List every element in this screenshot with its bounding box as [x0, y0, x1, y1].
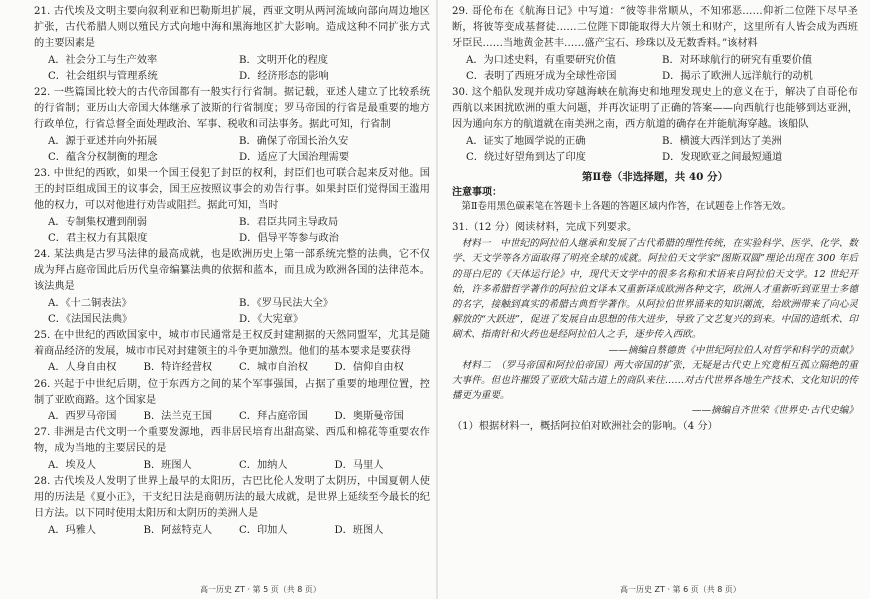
- question-stem: [34, 377, 430, 409]
- question-stem: [34, 4, 430, 53]
- question-stem: [34, 85, 430, 134]
- option-b: B．《罗马民法大全》: [239, 297, 334, 309]
- option-b: B．阿兹特克人: [143, 524, 213, 536]
- q31-header: 31.（12 分）阅读材料，完成下列要求。: [452, 222, 638, 234]
- question-stem: [34, 425, 430, 457]
- right-page: [438, 0, 870, 599]
- option-a: A．为口述史料，有重要研究价值: [466, 54, 616, 66]
- notice-text: 第Ⅱ卷用黑色碳素笔在答题卡上各题的答题区域内作答，在试题卷上作答无效。: [461, 201, 791, 213]
- option-c: C．社会组织与管理系统: [48, 70, 158, 82]
- question-number: 30.: [452, 87, 469, 99]
- option-c: C．绕过好望角到达了印度: [466, 151, 586, 163]
- question-text: 非洲是古代文明一个重要发源地，西非居民培育出甜高粱、西瓜和棉花等重要农作物，成为当地的主要居民的是: [34, 427, 430, 455]
- option-b: B．对环球航行的研究有重要价值: [662, 54, 813, 66]
- question-number: 29.: [452, 6, 469, 17]
- question-text: 哥伦布在《航海日记》中写道：“彼等非常顺从，不知邪恶……仰祈二位陛下尽早圣断，将彼等变成基督徒……二位陛下即能取得大片领土和财产，这里所有人皆会成为西班牙臣民……当地黄金甚丰……盛产宝石、珍珠以及无数香料。”该材料: [452, 6, 858, 50]
- option-d: D．发现欧亚之间最短通道: [662, 151, 783, 163]
- option-d: D．班图人: [334, 524, 384, 536]
- option-c: C．君主权力有其限度: [48, 232, 148, 244]
- option-d: D．《大宪章》: [239, 313, 304, 325]
- left-question-list: [34, 4, 430, 539]
- option-b: B．特许经营权: [143, 362, 213, 374]
- option-list: [34, 458, 430, 474]
- option-c: C．蕴含分权制衡的理念: [48, 151, 158, 163]
- option-list: [34, 523, 430, 539]
- question-text: 古代埃及文明主要向叙利亚和巴勒斯坦扩展，西亚文明从两河流域向部向周边地区扩张，古代希腊人则以殖民方式向地中海和黑海地区扩大影响。造成这种不同扩张方式的主要因素是: [34, 6, 430, 50]
- question-text: 某法典是古罗马法律的最高成就，也是欧洲历史上第一部系统完整的法典，它不仅成为拜占庭帝国此后历代皇帝编纂法典的依据和蓝本，而且成为欧洲各国的法律范本。该法典是: [34, 249, 430, 293]
- section-title: 第Ⅱ卷（非选择题，共 40 分）: [581, 171, 729, 184]
- question-29: [452, 4, 858, 85]
- option-a: A．人身自由权: [48, 362, 117, 374]
- question-28: [34, 474, 430, 539]
- option-c: C．加纳人: [239, 459, 288, 471]
- question-stem: [452, 4, 858, 53]
- question-text: 古代埃及人发明了世界上最早的太阳历，古巴比伦人发明了太阴历，中国夏朝人使用的历法是《夏小正》，干支纪日法是商朝历法的最大成就，是世界上延续至今最长的纪日方法。以下同时使用太阳历和太阴历的美洲人是: [34, 475, 430, 520]
- option-c: C．拜占庭帝国: [239, 411, 308, 423]
- question-number: 21.: [34, 6, 51, 17]
- option-d: D．经济形态的影响: [239, 70, 329, 82]
- question-30: [452, 85, 858, 166]
- q31-source1: ——摘编自蔡德贵《中世纪阿拉伯人对哲学和科学的贡献》: [608, 344, 858, 356]
- option-d: D．马里人: [334, 459, 384, 471]
- question-22: [34, 85, 430, 166]
- option-list: [34, 296, 430, 328]
- option-list: [34, 215, 430, 247]
- option-d: D．揭示了欧洲人远洋航行的动机: [662, 70, 813, 82]
- option-a: A．埃及人: [48, 459, 97, 471]
- q31-material2: 材料二 （罗马帝国和阿拉伯帝国）两大帝国的扩张，无疑是古代史上究竟相互孤立隔绝的重大事件。但也许摧毁了亚欧大陆古道上的商队来往……对古代世界各地生产技术、文化知识的传播更为重要。: [452, 359, 858, 402]
- question-26: [34, 377, 430, 426]
- option-d: D．信仰自由权: [334, 362, 404, 374]
- question-24: [34, 247, 430, 328]
- question-number: 25.: [34, 330, 51, 342]
- left-page-footer: 高一历史 ZT · 第 5 页（共 8 页）: [200, 585, 321, 594]
- question-number: 27.: [34, 427, 51, 439]
- question-stem: [34, 247, 430, 296]
- q31-material1: 材料一 中世纪的阿拉伯人继承和发展了古代希腊的理性传统，在实验科学、医学、化学、数学、天文学等各方面取得了明亮全球的成就。阿拉伯天文学家“图斯双圆”理论出现在 300 年后的哥白尼的《天体运行论》中，现代天文学中的很多名称和术语来自阿拉伯天文学。12 世纪开始，许多希腊哲学著作的阿拉伯文译本又重新译成欧洲各种文字，欧洲人才重新听到亚里士多德的名字，接触到真实的希腊古典哲学著作。从阿拉伯世界涌来的知识潮流，给欧洲带来了向心灵解放的“大跃进”，促进了发展自由思想的伟大进步，导致了文艺复兴的到来。中国的造纸术、印刷术、指南针和火药也是经阿拉伯人之手，逐步传入西欧。: [452, 238, 858, 341]
- option-list: [452, 53, 858, 85]
- option-b: B．文明开化的程度: [239, 54, 328, 66]
- option-b: B．横渡大西洋到达了美洲: [662, 135, 782, 147]
- q31-source2: ——摘编自齐世荣《世界史·古代史编》: [691, 405, 858, 417]
- question-stem: [34, 166, 430, 215]
- question-text: 这个船队发现并成功穿越海峡在航海史和地理发现史上的意义在于，解决了自哥伦布西航以来困扰欧洲的重大问题，并再次证明了正确的答案——向西航行也能够到达亚洲，因为通向东方的航道就在南美洲之南，西方航道的确存在并能航海穿越。该船队: [452, 87, 858, 131]
- question-number: 23.: [34, 168, 51, 180]
- question-text: 中世纪的西欧，如果一个国王侵犯了封臣的权利，封臣们也可联合起来反对他。国王的封臣组成国王的议事会，国王应按照议事会的劝告行事。如果封臣们觉得国王滥用他的权力，可以对他进行劝告或阻拦。据此可知，当时: [34, 168, 430, 212]
- question-stem: [34, 328, 430, 360]
- option-a: A．源于亚述并向外拓展: [48, 135, 158, 147]
- option-d: D．倡导平等参与政治: [239, 232, 339, 244]
- right-question-list: [452, 4, 858, 166]
- question-text: 兴起于中世纪后期，位于东西方之间的某个军事强国，占据了重要的地理位置，控制了亚欧商路。这个国家是: [34, 378, 430, 406]
- question-text: 一些篇国比较大的古代帝国都有一般实行行省制。据记载，亚述人建立了比较系统的行省制；亚历山大帝国大体继承了波斯的行省制度；罗马帝国的行省是最重要的地方行政单位，行省总督全面处理政治、军事、税收和司法事务。据此可知，行省制: [34, 87, 430, 131]
- question-stem: [452, 85, 858, 134]
- option-a: A．玛雅人: [48, 524, 97, 536]
- q31-subquestion-1: （1）根据材料一，概括阿拉伯对欧洲社会的影响。（4 分）: [452, 420, 718, 432]
- right-page-footer: 高一历史 ZT · 第 6 页（共 8 页）: [620, 585, 741, 594]
- question-23: [34, 166, 430, 247]
- option-a: A．专制集权遭到削弱: [48, 216, 148, 228]
- question-number: 22.: [34, 87, 51, 99]
- option-list: [34, 360, 430, 376]
- notice-title: 注意事项：: [452, 187, 502, 199]
- option-a: A．证实了地圆学说的正确: [466, 135, 586, 147]
- question-number: 26.: [34, 378, 51, 390]
- option-a: A．社会分工与生产效率: [48, 54, 158, 66]
- option-c: C．《法国民法典》: [48, 313, 133, 325]
- option-c: C．印加人: [239, 524, 288, 536]
- option-a: A．西罗马帝国: [48, 411, 117, 423]
- option-list: [34, 134, 430, 166]
- option-a: A．《十二铜表法》: [48, 297, 132, 309]
- option-c: C．表明了西班牙成为全球性帝国: [466, 70, 617, 82]
- option-b: B．法兰克王国: [143, 411, 213, 423]
- question-stem: [34, 474, 430, 523]
- option-list: [452, 134, 858, 166]
- option-list: [34, 53, 430, 85]
- question-21: [34, 4, 430, 85]
- option-c: C．城市自治权: [239, 362, 308, 374]
- question-25: [34, 328, 430, 377]
- option-b: B．确保了帝国长治久安: [239, 135, 349, 147]
- question-number: 24.: [34, 249, 51, 261]
- option-b: B．班图人: [143, 459, 192, 471]
- option-list: [34, 409, 430, 425]
- option-d: D．奥斯曼帝国: [334, 411, 404, 423]
- question-27: [34, 425, 430, 474]
- question-number: 28.: [34, 475, 51, 487]
- option-b: B．君臣共同主导政局: [239, 216, 339, 228]
- question-text: 在中世纪的西欧国家中，城市市民通常是王权反封建割据的天然同盟军，尤其是随着商品经济的发展，城市市民对封建领主的斗争更加激烈。他们的基本要求是要获得: [34, 330, 430, 358]
- option-d: D．适应了大国治理需要: [239, 151, 350, 163]
